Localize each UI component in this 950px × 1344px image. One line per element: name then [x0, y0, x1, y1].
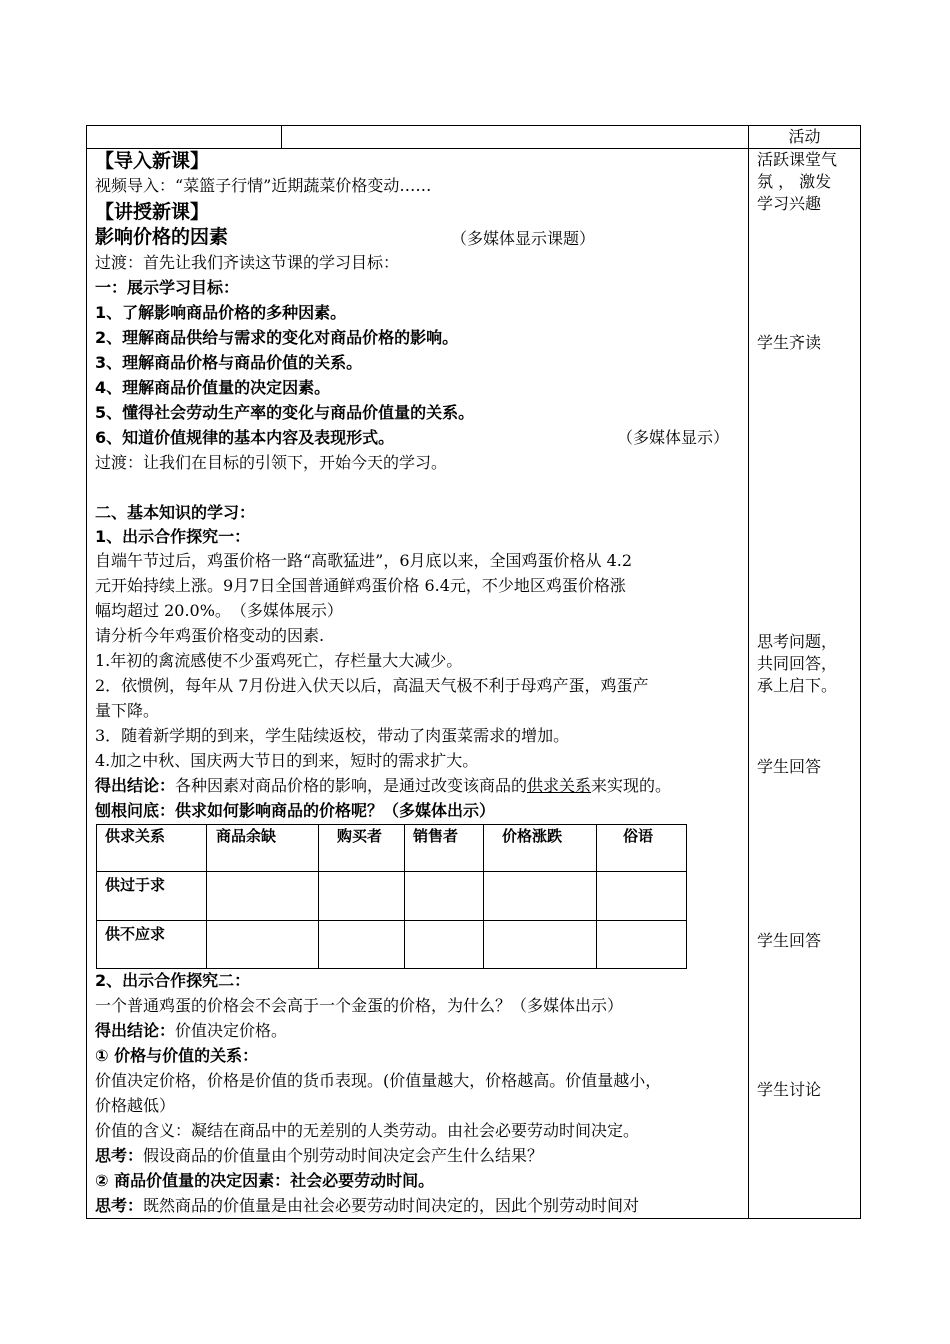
table-row-label: 供过于求 [105, 876, 166, 894]
activity-note-line: 学生讨论 [757, 1080, 822, 1099]
deep-question: 刨根问底：供求如何影响商品的价格呢？（多媒体出示） [95, 801, 496, 820]
activity-note-line: 承上启下。 [757, 676, 838, 695]
activity-note-line: 共同回答， [757, 654, 838, 673]
activity-note [757, 1079, 855, 1101]
table-row-label: 供不应求 [105, 925, 166, 943]
think-2 [95, 1195, 639, 1217]
activity-note-line: 学生回答 [757, 757, 822, 776]
section-teach-heading: 【讲授新课】 [95, 201, 210, 223]
transition-text-1: 过渡：首先让我们齐读这节课的学习目标： [95, 253, 400, 272]
objective-5: 5、懂得社会劳动生产率的变化与商品价值量的关系。 [95, 403, 475, 422]
factor-2b: 量下降。 [95, 701, 160, 720]
table-header-cell: 销售者 [413, 827, 459, 845]
activity-note [757, 631, 855, 697]
inquiry-2-heading: 2、出示合作探究二： [95, 971, 251, 990]
objective-6-note: （多媒体显示） [617, 428, 730, 447]
price-value-text-a: 价值决定价格，价格是价值的货币表现。(价值量越大，价格越高。价值量越小， [95, 1071, 662, 1090]
header-column-divider [281, 125, 282, 148]
inquiry-2-question: 一个普通鸡蛋的价格会不会高于一个金蛋的价格，为什么？（多媒体出示） [95, 996, 624, 1015]
table-header-cell: 价格涨跌 [502, 827, 563, 845]
table-col-divider-4 [483, 824, 484, 969]
conclusion-2-label: 得出结论： [95, 1021, 176, 1040]
think-1-label: 思考： [95, 1146, 144, 1165]
conclusion-1-tail: 来实现的。 [591, 776, 672, 795]
basic-knowledge-heading: 二、基本知识的学习： [95, 503, 256, 522]
activity-note-line: 学习兴趣 [757, 194, 822, 213]
inquiry-1-text-a: 自端午节过后，鸡蛋价格一路“高歌猛进”，6月底以来，全国鸡蛋价格从 4.2 [95, 551, 633, 570]
activity-note [757, 149, 855, 215]
activity-note [757, 930, 855, 952]
table-col-divider-1 [206, 824, 207, 969]
think-1-text: 假设商品的价值量由个别劳动时间决定会产生什么结果？ [143, 1146, 544, 1165]
table-col-divider-3 [404, 824, 405, 969]
conclusion-1 [95, 775, 671, 797]
objective-6: 6、知道价值规律的基本内容及表现形式。 [95, 428, 395, 447]
supply-demand-term: 供求关系 [527, 776, 592, 795]
price-value-heading: ① 价格与价值的关系： [95, 1046, 259, 1065]
lesson-title-note: （多媒体显示课题） [451, 229, 596, 248]
table-col-divider-2 [318, 824, 319, 969]
conclusion-2-text: 价值决定价格。 [175, 1021, 288, 1040]
objective-4: 4、理解商品价值量的决定因素。 [95, 378, 331, 397]
factor-4: 4.加之中秋、国庆两大节日的到来，短时的需求扩大。 [95, 751, 479, 770]
table-header-cell: 供求关系 [105, 827, 166, 845]
activity-note-line: 学生回答 [757, 931, 822, 950]
activity-note-line: 思考问题， [757, 632, 838, 651]
inquiry-1-text-c: 幅均超过 20.0%。 （多媒体展示） [95, 601, 343, 620]
price-value-text-b: 价格越低） [95, 1096, 176, 1115]
think-1 [95, 1145, 543, 1167]
activity-header: 活动 [788, 127, 821, 146]
header-divider [86, 148, 861, 149]
inquiry-1-question: 请分析今年鸡蛋价格变动的因素. [95, 626, 325, 645]
table-col-divider-5 [596, 824, 597, 969]
activity-note [757, 756, 855, 778]
section-intro-heading: 【导入新课】 [95, 150, 210, 172]
table-header-cell: 商品余缺 [216, 827, 277, 845]
supply-demand-table [96, 824, 687, 969]
inquiry-1-text-b: 元开始持续上涨。9月7日全国普通鲜鸡蛋价格 6.4元，不少地区鸡蛋价格涨 [95, 576, 626, 595]
objectives-heading: 一：展示学习目标： [95, 278, 240, 297]
conclusion-1-label: 得出结论： [95, 776, 176, 795]
objective-1: 1、了解影响商品价格的多种因素。 [95, 303, 347, 322]
activity-note-line: 氛 ， 激发 [757, 172, 832, 191]
activity-note [757, 332, 855, 354]
table-row-divider-1 [96, 871, 687, 872]
table-header-cell: 购买者 [337, 827, 383, 845]
inquiry-1-heading: 1、出示合作探究一： [95, 527, 251, 546]
factor-3: 3．随着新学期的到来，学生陆续返校，带动了肉蛋菜需求的增加。 [95, 726, 570, 745]
think-2-text: 既然商品的价值量是由社会必要劳动时间决定的，因此个别劳动时间对 [143, 1196, 640, 1215]
factor-1: 1.年初的禽流感使不少蛋鸡死亡，存栏量大大减少。 [95, 651, 463, 670]
transition-text-2: 过渡：让我们在目标的引领下，开始今天的学习。 [95, 453, 448, 472]
table-row-divider-2 [96, 920, 687, 921]
video-intro-text: 视频导入：“菜篮子行情”近期蔬菜价格变动…… [95, 176, 432, 195]
lesson-title: 影响价格的因素 [95, 226, 229, 248]
activity-note-line: 活跃课堂气 [757, 150, 838, 169]
conclusion-1-text: 各种因素对商品价格的影响，是通过改变该商品的 [175, 776, 528, 795]
factor-2a: 2．依惯例，每年从 7月份进入伏天以后，高温天气极不利于母鸡产蛋，鸡蛋产 [95, 676, 649, 695]
think-2-label: 思考： [95, 1196, 144, 1215]
value-quantity-heading: ② 商品价值量的决定因素：社会必要劳动时间。 [95, 1171, 435, 1190]
activity-column-divider [748, 125, 749, 1219]
objective-2: 2、理解商品供给与需求的变化对商品价格的影响。 [95, 328, 459, 347]
value-definition: 价值的含义：凝结在商品中的无差别的人类劳动。由社会必要劳动时间决定。 [95, 1121, 640, 1140]
table-header-cell: 俗语 [623, 827, 654, 845]
objective-3: 3、理解商品价格与商品价值的关系。 [95, 353, 363, 372]
activity-note-line: 学生齐读 [757, 333, 822, 352]
conclusion-2 [95, 1020, 287, 1042]
